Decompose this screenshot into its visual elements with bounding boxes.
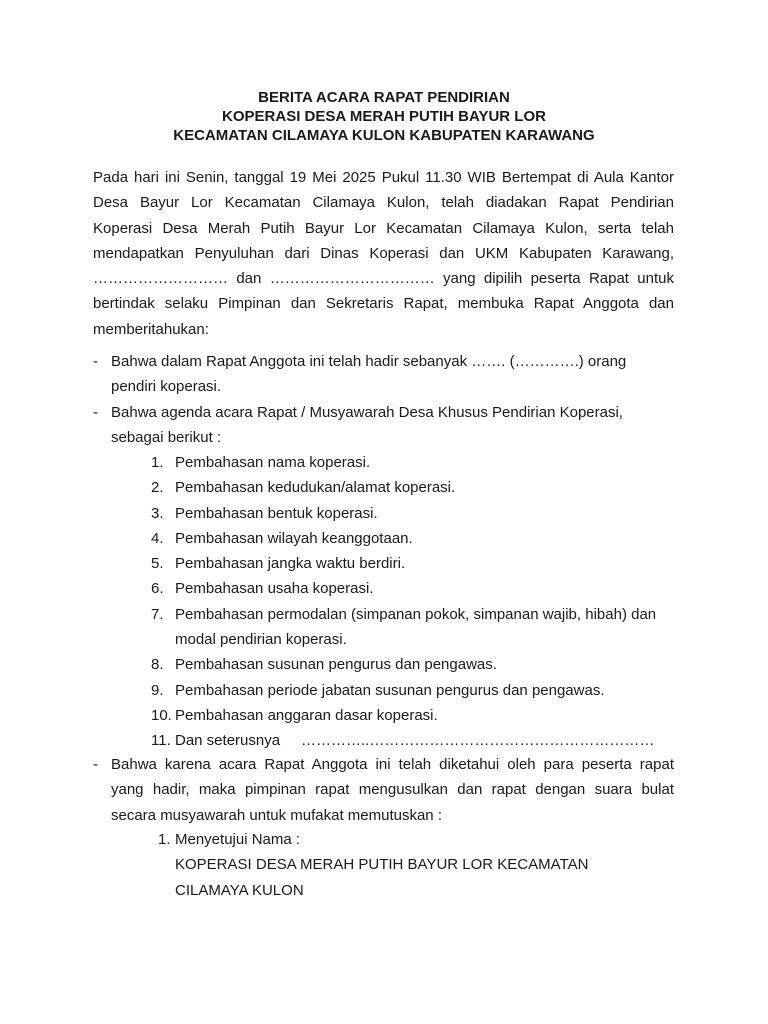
intro-line-5: ……………………… dan …………………………… yang dipilih peserta Rapat untuk <box>93 270 674 288</box>
list-item-text: Pembahasan wilayah keanggotaan. <box>175 529 413 547</box>
bullet-agenda-text <box>111 400 674 451</box>
bullet-attendance-text <box>111 349 674 400</box>
list-item-number: 10. <box>151 706 172 724</box>
bullet-decision-line-1: Bahwa karena acara Rapat Anggota ini telah diketahui oleh para peserta rapat <box>111 756 674 773</box>
list-item <box>148 678 674 703</box>
list-item-text: Pembahasan anggaran dasar koperasi. <box>175 706 438 724</box>
title-line-1: BERITA ACARA RAPAT PENDIRIAN <box>258 89 510 106</box>
list-item-number: 11. <box>151 732 171 750</box>
bullet-decision-line-3: secara musyawarah untuk mufakat memutuskan : <box>111 806 442 824</box>
intro-line-4: mendapatkan Penyuluhan dari Dinas Koperasi dan UKM Kabupaten Karawang, <box>93 244 674 262</box>
list-item <box>148 602 674 653</box>
list-item-text-line-1: Pembahasan permodalan (simpanan pokok, simpanan wajib, hibah) dan <box>175 605 657 623</box>
list-item <box>148 652 674 677</box>
intro-line-1: Pada hari ini Senin, tanggal 19 Mei 2025 Pukul 11.30 WIB Bertempat di Aula Kantor <box>93 169 674 186</box>
list-item <box>148 450 674 475</box>
list-item-text: Pembahasan jangka waktu berdiri. <box>175 555 406 573</box>
bullet-dash: - <box>93 404 98 421</box>
list-item-text: Pembahasan kedudukan/alamat koperasi. <box>175 479 456 497</box>
list-item <box>148 475 674 500</box>
list-item-number: 1. <box>151 454 164 471</box>
bullet-decision-line-2: yang hadir, maka pimpinan rapat mengusulkan dan rapat dengan suara bulat <box>111 781 674 799</box>
list-item-number: 5. <box>151 555 164 573</box>
bullet-decision-text <box>111 752 674 828</box>
list-item-text <box>175 602 674 653</box>
list-item-number: 7. <box>151 605 164 623</box>
list-item-number: 8. <box>151 656 164 674</box>
list-item-text: Pembahasan nama koperasi. <box>175 454 371 471</box>
title-line-2: KOPERASI DESA MERAH PUTIH BAYUR LOR <box>222 108 546 125</box>
list-item <box>148 703 674 728</box>
list-item-number: 9. <box>151 681 164 699</box>
list-item-text <box>175 728 674 753</box>
decision-value-line-2: CILAMAYA KULON <box>175 881 304 899</box>
bullet-attendance-line-1: Bahwa dalam Rapat Anggota ini telah hadir sebanyak ……. (………….) orang <box>111 353 627 370</box>
decision-label: Menyetujui Nama : <box>175 831 301 848</box>
list-item-number: 2. <box>151 479 164 497</box>
bullet-dash: - <box>93 756 98 773</box>
decision-list <box>158 827 674 903</box>
intro-line-2: Desa Bayur Lor Kecamatan Cilamaya Kulon, telah diadakan Rapat Pendirian <box>93 194 674 212</box>
list-item <box>148 551 674 576</box>
list-item-dots: …………..………………………………………………… <box>301 732 655 750</box>
title-line-3: KECAMATAN CILAMAYA KULON KABUPATEN KARAWANG <box>173 127 595 144</box>
intro-line-7: memberitahukan: <box>93 320 209 338</box>
list-item-text <box>175 827 674 903</box>
intro-line-6: bertindak selaku Pimpinan dan Sekretaris Rapat, membuka Rapat Anggota dan <box>93 295 674 313</box>
bullet-attendance-line-2: pendiri koperasi. <box>111 378 222 396</box>
intro-paragraph <box>93 165 674 342</box>
list-item-text: Pembahasan usaha koperasi. <box>175 580 374 598</box>
list-item-text: Pembahasan bentuk koperasi. <box>175 504 378 522</box>
list-item <box>148 728 674 753</box>
bullet-agenda-line-1: Bahwa agenda acara Rapat / Musyawarah Desa Khusus Pendirian Koperasi, <box>111 404 623 421</box>
intro-line-3: Koperasi Desa Merah Putih Bayur Lor Kecamatan Cilamaya Kulon, serta telah <box>93 219 674 237</box>
list-item <box>148 526 674 551</box>
list-item-number: 6. <box>151 580 164 598</box>
list-item-label: Dan seterusnya <box>175 732 281 750</box>
list-item-text-line-2: modal pendirian koperasi. <box>175 631 347 649</box>
list-item <box>158 827 674 903</box>
bullet-dash: - <box>93 353 98 370</box>
list-item <box>148 576 674 601</box>
document-title <box>0 88 768 145</box>
bullet-agenda-line-2: sebagai berikut : <box>111 429 222 447</box>
list-item-text: Pembahasan periode jabatan susunan pengurus dan pengawas. <box>175 681 605 699</box>
list-item <box>148 501 674 526</box>
decision-value-line-1: KOPERASI DESA MERAH PUTIH BAYUR LOR KECAMATAN <box>175 856 589 874</box>
list-item-number: 1. <box>158 831 171 848</box>
list-item-number: 4. <box>151 529 164 547</box>
agenda-list <box>148 450 674 754</box>
list-item-text: Pembahasan susunan pengurus dan pengawas. <box>175 656 497 674</box>
list-item-number: 3. <box>151 504 164 522</box>
